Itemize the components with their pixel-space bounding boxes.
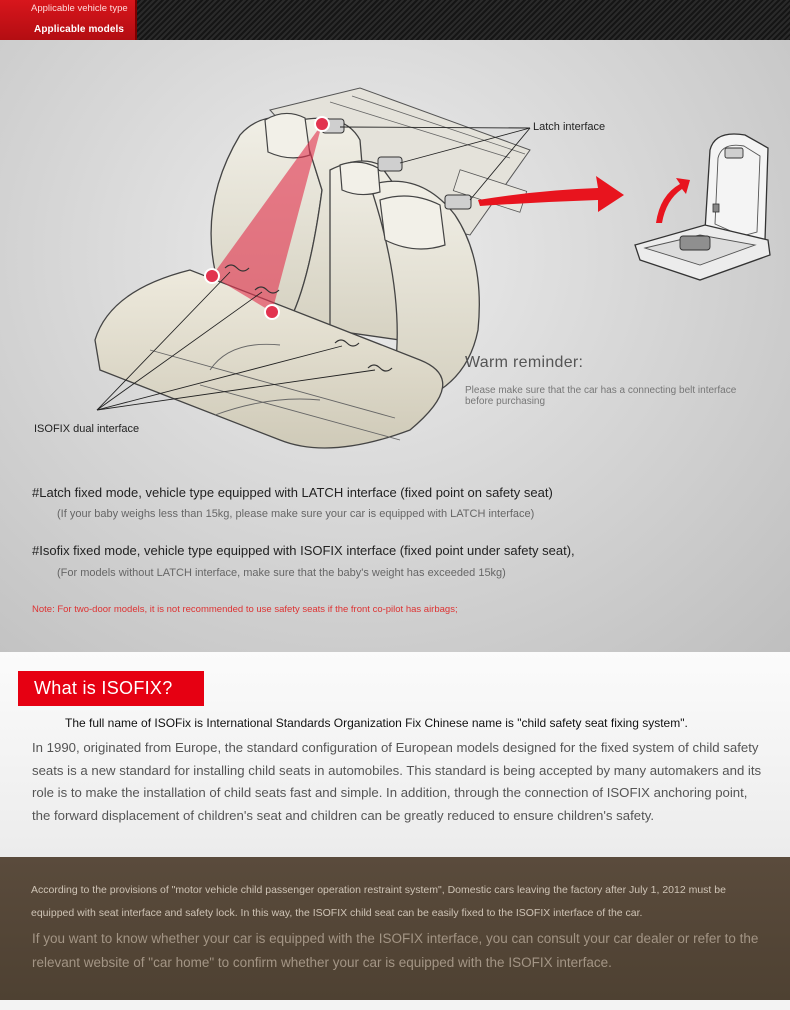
latch-anchor-3: [445, 195, 471, 209]
warm-reminder-title: Warm reminder:: [465, 354, 584, 371]
warm-reminder-body: Please make sure that the car has a connecting belt interface before purchasing: [465, 385, 737, 407]
isofix-mode-title: #Isofix fixed mode, vehicle type equipped with ISOFIX interface (fixed point under safety seat),: [32, 543, 575, 558]
rear-seat-diagram: [0, 40, 790, 652]
isofix-dual-interface-label: ISOFIX dual interface: [34, 423, 140, 435]
red-arrow-curved: [656, 178, 690, 223]
header-bar: [0, 0, 790, 40]
provisions-regulation-text: According to the provisions of "motor vehicle child passenger operation restraint system", Domestic cars leaving the factory after July 1, 2012 must be equipped with seat interface and safety lock. In this way, the ISOFIX child seat can be easily fixed to the ISOFIX interface of the car.: [31, 884, 726, 919]
latch-interface-closeup: [635, 134, 770, 280]
isofix-description: In 1990, originated from Europe, the standard configuration of European models designed for the fixed system of child safety seats is a new standard for installing child seats in automobiles. This standard is being accepted by many automakers and its role is to make the installation of child seats fast and simple. In addition, through the connection of ISOFIX anchoring point, the forward displacement of children's seat and children can be greatly reduced to ensure children's safety.: [32, 740, 762, 824]
isofix-full-name: The full name of ISOFix is International Standards Organization Fix Chinese name is "child safety seat fixing system".: [65, 716, 688, 730]
provisions-section: [0, 857, 790, 1000]
tag-title: Applicable models: [34, 24, 125, 35]
vehicle-diagram-section: [0, 40, 790, 652]
latch-mode-title: #Latch fixed mode, vehicle type equipped with LATCH interface (fixed point on safety seat): [32, 485, 553, 500]
anchor-marker-left: [205, 269, 219, 283]
latch-mode-note: (If your baby weighs less than 15kg, please make sure your car is equipped with LATCH interface): [57, 508, 535, 520]
isofix-mode-note: (For models without LATCH interface, make sure that the baby's weight has exceeded 15kg): [57, 567, 506, 579]
anchor-marker-top: [315, 117, 329, 131]
latch-interface-label: Latch interface: [533, 121, 606, 133]
what-is-isofix-heading: What is ISOFIX?: [18, 671, 204, 706]
latch-anchor-2: [378, 157, 402, 171]
what-is-isofix-section: [0, 652, 790, 857]
provisions-dealer-advice: If you want to know whether your car is equipped with the ISOFIX interface, you can consult your car dealer or refer to the relevant website of "car home" to confirm whether your car is equipped with the ISOFIX interface.: [32, 931, 759, 970]
anchor-marker-right: [265, 305, 279, 319]
bottom-divider: [0, 1000, 790, 1010]
airbag-warning-note: Note: For two-door models, it is not recommended to use safety seats if the front co-pilot has airbags;: [32, 604, 458, 615]
applicable-models-tag: [0, 0, 137, 40]
tag-subtitle: Applicable vehicle type: [31, 3, 128, 14]
